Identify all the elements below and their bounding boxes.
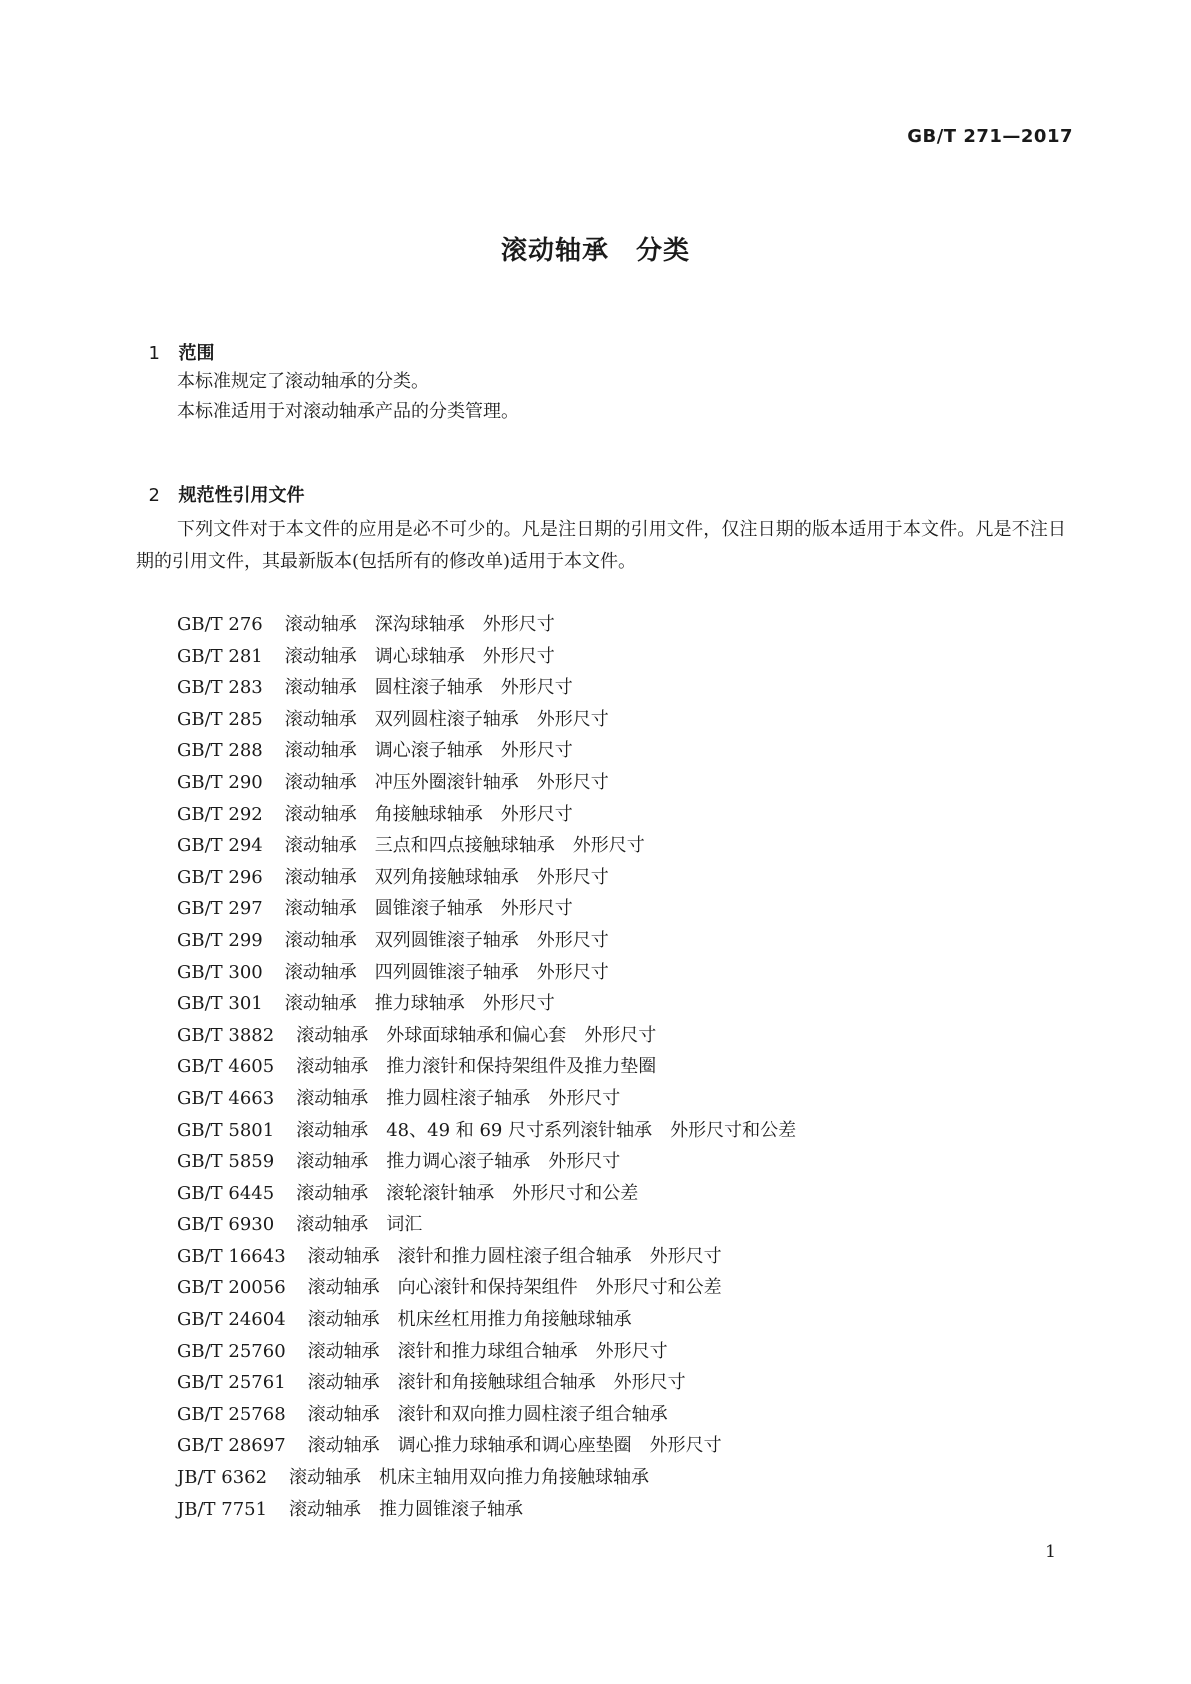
reference-title: 滚动轴承 冲压外圈滚针轴承 外形尺寸: [284, 771, 609, 793]
reference-title: 滚动轴承 调心推力球轴承和调心座垫圈 外形尺寸: [307, 1435, 722, 1457]
reference-item: [177, 767, 796, 799]
reference-item: [177, 1241, 796, 1273]
reference-item: [177, 1146, 796, 1178]
scope-paragraph-1: 本标准规定了滚动轴承的分类。: [177, 371, 429, 392]
reference-item: [177, 830, 796, 862]
reference-item: [177, 1304, 796, 1336]
reference-code: GB/T 300: [177, 961, 263, 983]
page-number: 1: [1045, 1542, 1056, 1562]
reference-item: [177, 1178, 796, 1210]
reference-title: 滚动轴承 角接触球轴承 外形尺寸: [284, 803, 573, 825]
reference-title: 滚动轴承 双列圆锥滚子轴承 外形尺寸: [284, 929, 609, 951]
reference-title: 滚动轴承 滚针和推力球组合轴承 外形尺寸: [307, 1340, 668, 1362]
reference-title: 滚动轴承 圆锥滚子轴承 外形尺寸: [284, 898, 573, 920]
reference-item: [177, 1209, 796, 1241]
reference-code: GB/T 25760: [177, 1340, 286, 1362]
reference-title: 滚动轴承 词汇: [296, 1214, 423, 1236]
reference-item: [177, 704, 796, 736]
reference-code: GB/T 6930: [177, 1214, 275, 1236]
reference-code: GB/T 28697: [177, 1435, 286, 1457]
reference-item: [177, 799, 796, 831]
reference-title: 滚动轴承 双列角接触球轴承 外形尺寸: [284, 866, 609, 888]
section-2-heading: [136, 460, 305, 507]
reference-item: [177, 1115, 796, 1147]
reference-code: GB/T 3882: [177, 1024, 275, 1046]
reference-title: 滚动轴承 向心滚针和保持架组件 外形尺寸和公差: [307, 1277, 722, 1299]
reference-title: 滚动轴承 48、49 和 69 尺寸系列滚针轴承 外形尺寸和公差: [296, 1119, 797, 1141]
reference-title: 滚动轴承 滚轮滚针轴承 外形尺寸和公差: [296, 1182, 639, 1204]
reference-code: GB/T 5801: [177, 1119, 275, 1141]
reference-code: GB/T 25761: [177, 1372, 286, 1394]
reference-code: GB/T 297: [177, 898, 263, 920]
reference-title: 滚动轴承 滚针和双向推力圆柱滚子组合轴承: [307, 1403, 668, 1425]
section-number: 1: [148, 343, 160, 364]
reference-code: GB/T 288: [177, 740, 263, 762]
reference-item: [177, 1430, 796, 1462]
reference-item: [177, 1336, 796, 1368]
reference-item: [177, 957, 796, 989]
reference-item: [177, 735, 796, 767]
reference-item: [177, 862, 796, 894]
reference-title: 滚动轴承 外球面球轴承和偏心套 外形尺寸: [296, 1024, 657, 1046]
reference-code: GB/T 24604: [177, 1309, 286, 1331]
reference-item: [177, 641, 796, 673]
reference-title: 滚动轴承 调心球轴承 外形尺寸: [284, 645, 555, 667]
reference-item: [177, 672, 796, 704]
reference-item: [177, 893, 796, 925]
reference-item: [177, 1399, 796, 1431]
reference-title: 滚动轴承 机床丝杠用推力角接触球轴承: [307, 1309, 632, 1331]
reference-code: JB/T 6362: [177, 1467, 268, 1489]
reference-code: GB/T 6445: [177, 1182, 275, 1204]
normative-references-intro: 下列文件对于本文件的应用是必不可少的。凡是注日期的引用文件，仅注日期的版本适用于本文件。凡是不注日期的引用文件，其最新版本(包括所有的修改单)适用于本文件。: [136, 519, 1066, 572]
reference-item: [177, 1367, 796, 1399]
reference-item: [177, 1272, 796, 1304]
reference-code: GB/T 283: [177, 677, 263, 699]
section-heading-text: 规范性引用文件: [178, 485, 305, 506]
document-title: 滚动轴承 分类: [500, 236, 690, 266]
reference-code: GB/T 290: [177, 771, 263, 793]
reference-code: GB/T 16643: [177, 1245, 286, 1267]
reference-code: GB/T 25768: [177, 1403, 286, 1425]
reference-title: 滚动轴承 深沟球轴承 外形尺寸: [284, 614, 555, 635]
reference-code: GB/T 292: [177, 803, 263, 825]
reference-code: GB/T 294: [177, 835, 263, 857]
reference-title: 滚动轴承 滚针和角接触球组合轴承 外形尺寸: [307, 1372, 686, 1394]
reference-title: 滚动轴承 机床主轴用双向推力角接触球轴承: [289, 1467, 650, 1489]
reference-code: GB/T 4663: [177, 1087, 275, 1109]
section-number: 2: [148, 485, 160, 506]
reference-code: GB/T 276: [177, 614, 263, 635]
reference-code: GB/T 285: [177, 708, 263, 730]
reference-item: [177, 609, 796, 641]
reference-title: 滚动轴承 三点和四点接触球轴承 外形尺寸: [284, 835, 645, 857]
standard-code: GB/T 271—2017: [907, 126, 1073, 147]
reference-title: 滚动轴承 推力滚针和保持架组件及推力垫圈: [296, 1056, 657, 1078]
reference-code: GB/T 281: [177, 645, 263, 667]
reference-title: 滚动轴承 滚针和推力圆柱滚子组合轴承 外形尺寸: [307, 1245, 722, 1267]
reference-title: 滚动轴承 推力圆锥滚子轴承: [289, 1498, 524, 1520]
reference-item: [177, 1462, 796, 1494]
reference-item: [177, 1494, 796, 1526]
reference-title: 滚动轴承 推力圆柱滚子轴承 外形尺寸: [296, 1087, 621, 1109]
reference-title: 滚动轴承 调心滚子轴承 外形尺寸: [284, 740, 573, 762]
reference-code: GB/T 20056: [177, 1277, 286, 1299]
reference-code: GB/T 4605: [177, 1056, 275, 1078]
reference-code: GB/T 5859: [177, 1151, 275, 1173]
reference-item: [177, 1020, 796, 1052]
reference-code: JB/T 7751: [177, 1498, 268, 1520]
section-1-heading: [136, 318, 215, 365]
reference-item: [177, 1083, 796, 1115]
reference-title: 滚动轴承 推力调心滚子轴承 外形尺寸: [296, 1151, 621, 1173]
reference-title: 滚动轴承 圆柱滚子轴承 外形尺寸: [284, 677, 573, 699]
reference-item: [177, 925, 796, 957]
reference-list: [177, 609, 796, 1525]
reference-item: [177, 1051, 796, 1083]
reference-code: GB/T 296: [177, 866, 263, 888]
reference-title: 滚动轴承 推力球轴承 外形尺寸: [284, 993, 555, 1015]
reference-title: 滚动轴承 双列圆柱滚子轴承 外形尺寸: [284, 708, 609, 730]
scope-paragraph-2: 本标准适用于对滚动轴承产品的分类管理。: [177, 401, 519, 422]
reference-title: 滚动轴承 四列圆锥滚子轴承 外形尺寸: [284, 961, 609, 983]
reference-code: GB/T 299: [177, 929, 263, 951]
reference-item: [177, 988, 796, 1020]
reference-code: GB/T 301: [177, 993, 263, 1015]
section-heading-text: 范围: [178, 343, 215, 364]
